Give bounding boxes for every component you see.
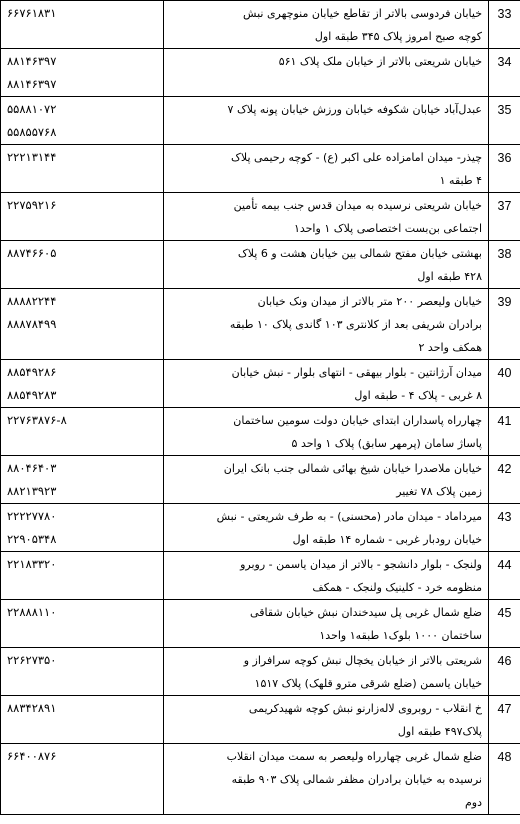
row-number: 47 [489,696,520,744]
address-cell [164,408,489,456]
phone-cell [1,456,164,504]
phone-number: ۶۶۴۰۰۸۷۶ [7,749,57,763]
address-line: کوچه صبح امروز پلاک ۳۴۵ طبقه اول [314,30,482,43]
phone-cell [1,696,164,744]
table-row [1,360,520,408]
phone-number: ۸۸۵۴۹۲۸۶ [7,365,57,379]
table-row [1,145,520,193]
phone-number: ۸۸۰۴۶۴۰۳ [7,461,57,475]
phone-number: ۸۸۷۴۶۶۰۵ [7,246,57,260]
address-cell [164,97,489,145]
phone-cell [1,145,164,193]
phone-cell [1,1,164,49]
row-number: 36 [489,145,520,193]
address-line: میدان آرژانتین - بلوار بیهقی - انتهای بلوار - نبش خیابان [231,366,482,379]
phone-number: ۵۵۸۵۵۷۶۸ [7,125,57,139]
table-row [1,456,520,504]
address-line: بهشتی خیابان مفتح شمالی بین خیابان هشت و 6 پلاک [237,247,482,260]
address-cell [164,193,489,241]
row-number: 39 [489,289,520,360]
table-row [1,49,520,97]
phone-number: ۲۲۷۶۳۸۷۶-۸ [7,413,67,427]
address-line: منظومه خرد - کلینیک ولنجک - همکف [312,581,482,594]
row-number: 35 [489,97,520,145]
phone-cell [1,504,164,552]
phone-number: ۵۵۸۸۱۰۷۲ [7,102,57,116]
address-line: خیابان رودبار غربی - شماره ۱۴ طبقه اول [292,533,482,546]
phone-number: ۲۲۶۲۷۳۵۰ [7,653,57,667]
table-row [1,408,520,456]
address-cell [164,241,489,289]
address-cell [164,600,489,648]
address-line: خیابان فردوسی بالاتر از تقاطع خیابان منوچهری نبش [243,7,482,20]
address-line: ۴ طبقه ۱ [439,174,482,187]
address-line: ۸ غربی - پلاک ۴ - طبقه اول [354,389,482,402]
address-line: چهارراه پاسداران ابتدای خیابان دولت سومین ساختمان [233,414,482,427]
phone-number: ۸۸۸۷۸۴۹۹ [7,317,57,331]
table-row [1,289,520,360]
address-line: پلاک۴۹۷ طبقه اول [397,725,482,738]
address-line: برادران شریفی بعد از کلانتری ۱۰۳ گاندی پلاک ۱۰ طبقه [229,318,482,331]
address-line: خیابان ولیعصر ۲۰۰ متر بالاتر از میدان ونک خیابان [257,295,482,308]
phone-number: ۲۲۲۱۳۱۴۴ [7,150,57,164]
table-row [1,97,520,145]
address-line: دوم [464,796,482,809]
address-cell [164,504,489,552]
phone-number: ۸۸۱۴۶۳۹۷ [7,77,57,91]
address-line: ضلع شمال غربی چهارراه ولیعصر به سمت میدان انقلاب [226,750,482,763]
phone-cell [1,97,164,145]
address-line: نرسیده به خیابان برادران مظفر شمالی پلاک ۹۰۳ طبقه [231,773,482,786]
table-row [1,744,520,815]
address-cell [164,744,489,815]
row-number: 42 [489,456,520,504]
table-row [1,696,520,744]
table-row [1,552,520,600]
address-line: اجتماعی بن‌بست اختصاصی پلاک ۱ واحد۱ [293,222,482,235]
address-line: عبدل‌آباد خیابان شکوفه خیابان ورزش خیابان پونه پلاک ۷ [227,103,482,116]
address-line: چیذر- میدان امامزاده علی اکبر (ع) - کوچه رحیمی پلاک [231,151,482,164]
table-row [1,193,520,241]
table-row [1,648,520,696]
table-row [1,241,520,289]
phone-number: ۸۸۵۴۹۲۸۳ [7,388,57,402]
address-cell [164,456,489,504]
address-cell [164,49,489,97]
address-line: خیابان یاسمن (ضلع شرقی مترو قلهک) پلاک ۱۵۱۷ [254,677,482,690]
address-line: ضلع شمال غربی پل سیدخندان نبش خیابان شقاقی [250,606,482,619]
table-row [1,1,520,49]
address-line: ۴۲۸ طبقه اول [417,270,482,283]
address-line: خیابان شریعتی نرسیده به میدان قدس جنب بیمه تأمین [233,199,482,212]
phone-cell [1,360,164,408]
phone-number: ۲۲۲۲۷۷۸۰ [7,509,57,523]
address-line: ساختمان ۱۰۰۰ بلوک۱ طبقه۱ واحد۱ [319,629,482,642]
phone-number: ۸۸۱۴۶۳۹۷ [7,54,57,68]
row-number: 43 [489,504,520,552]
phone-cell [1,648,164,696]
phone-number: ۸۸۲۱۳۹۲۳ [7,484,57,498]
address-cell [164,289,489,360]
address-line: شریعتی بالاتر از خیابان یخچال نبش کوچه سرافراز و [243,654,482,667]
row-number: 33 [489,1,520,49]
table-row [1,504,520,552]
phone-number: ۸۸۸۸۲۲۴۴ [7,294,57,308]
address-line: زمین پلاک ۷۸ تغییر [396,485,482,498]
address-line: ولنجک - بلوار دانشجو - بالاتر از میدان یاسمن - روبرو [240,558,482,571]
address-cell [164,696,489,744]
phone-cell [1,408,164,456]
phone-cell [1,49,164,97]
phone-cell [1,241,164,289]
phone-cell [1,744,164,815]
address-line: خیابان شریعتی بالاتر از خیابان ملک پلاک ۵۶۱ [278,55,482,68]
row-number: 45 [489,600,520,648]
address-line: خیابان ملاصدرا خیابان شیخ بهائی شمالی جنب بانک ایران [223,462,482,475]
row-number: 38 [489,241,520,289]
phone-number: ۲۲۷۵۹۲۱۶ [7,198,57,212]
phone-number: ۲۲۱۸۳۳۲۰ [7,557,57,571]
address-line: پاساژ سامان (پرمهر سابق) پلاک ۱ واحد ۵ [291,437,482,450]
address-cell [164,552,489,600]
phone-cell [1,193,164,241]
address-line: خ انقلاب - روبروی لاله‌زارنو نبش کوچه شهیدکریمی [248,702,482,715]
phone-cell [1,552,164,600]
address-table-body [1,1,520,815]
address-cell [164,360,489,408]
phone-number: ۸۸۳۴۲۸۹۱ [7,701,57,715]
phone-cell [1,600,164,648]
phone-number: ۶۶۷۶۱۸۳۱ [7,6,57,20]
address-cell [164,648,489,696]
phone-number: ۲۲۸۸۸۱۱۰ [7,605,57,619]
row-number: 44 [489,552,520,600]
phone-number: ۲۲۹۰۵۳۴۸ [7,532,57,546]
address-line: میرداماد - میدان مادر (محسنی) - به طرف شریعتی - نبش [216,510,482,523]
address-line: همکف واحد ۲ [418,341,482,354]
address-cell [164,145,489,193]
row-number: 40 [489,360,520,408]
row-number: 34 [489,49,520,97]
row-number: 46 [489,648,520,696]
phone-cell [1,289,164,360]
row-number: 41 [489,408,520,456]
address-cell [164,1,489,49]
row-number: 48 [489,744,520,815]
table-row [1,600,520,648]
row-number: 37 [489,193,520,241]
